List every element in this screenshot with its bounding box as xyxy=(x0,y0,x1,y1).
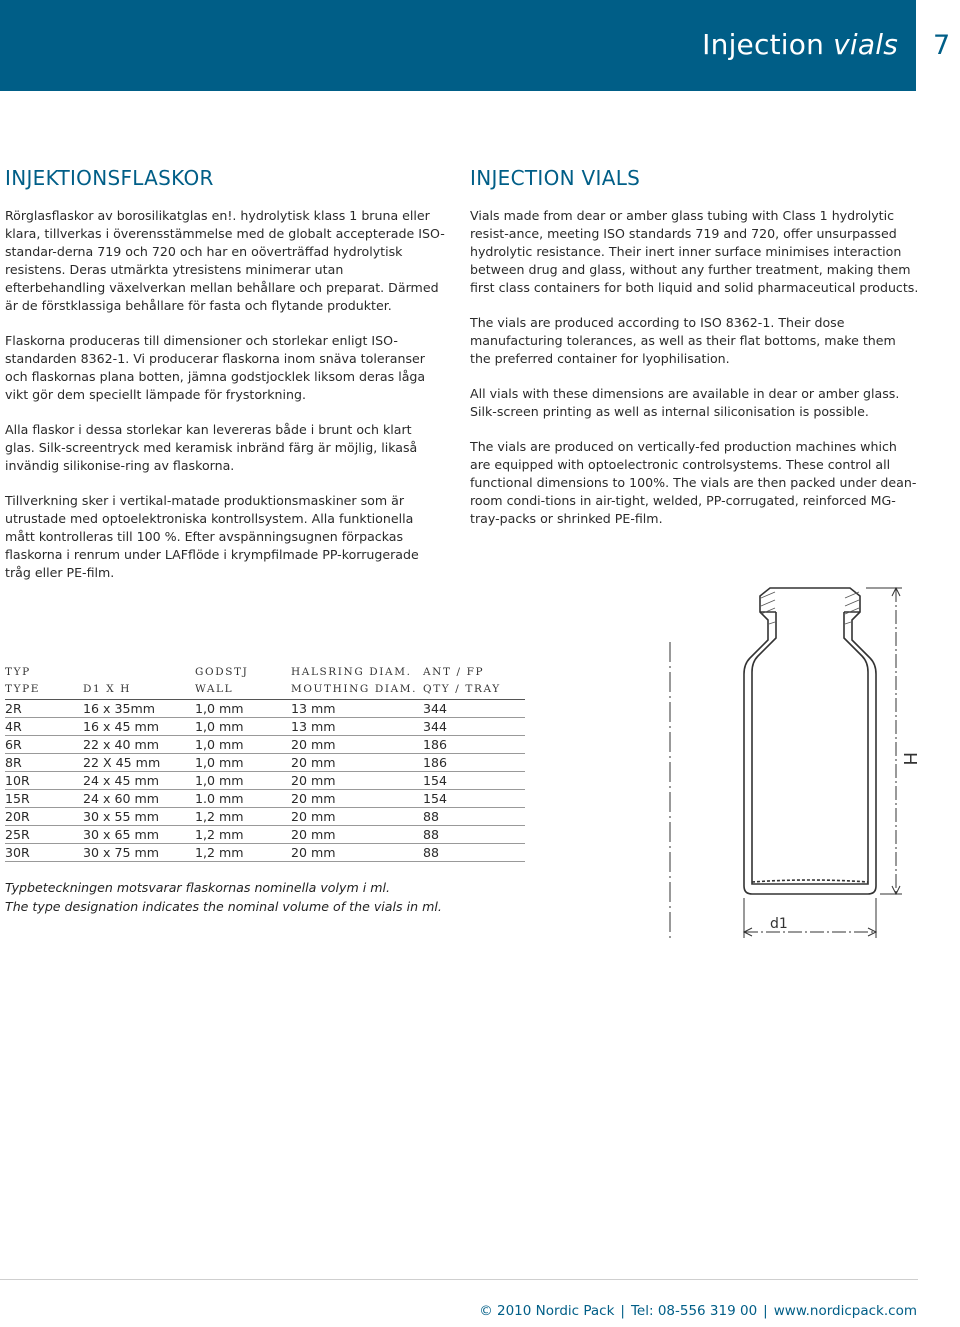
table-cell: 1.0 mm xyxy=(195,790,291,808)
table-header-row-sv xyxy=(5,663,525,680)
swedish-paragraph: Flaskorna produceras till dimensioner och storlekar enligt ISO-standarden 8362-1. Vi producerar flaskorna inom snäva toleranser och flaskornas plana botten, jämna godstjocklek liksom deras låga vikt gör dem speciellt lämpade för frystorkning. xyxy=(5,333,426,402)
table-cell: 24 x 60 mm xyxy=(83,790,195,808)
swedish-heading: INJEKTIONSFLASKOR xyxy=(5,166,214,190)
table-cell: 20 mm xyxy=(291,736,423,754)
table-row xyxy=(5,718,525,736)
swedish-paragraph: Alla flaskor i dessa storlekar kan levereras både i brunt och klart glas. Silk-screentryck med keramisk inbränd färg är möjlig, likaså invändig silikonise-ring av flaskorna. xyxy=(5,422,418,473)
table-cell: 20R xyxy=(5,808,83,826)
page-title-italic: vials xyxy=(833,28,898,61)
footer-website-link[interactable]: www.nordicpack.com xyxy=(773,1303,917,1319)
swedish-paragraph: Rörglasflaskor av borosilikatglas en!. hydrolytisk klass 1 bruna eller klara, tillverkas i överensstämmelse med de globalt accepterade ISO-standar-derna 719 och 720 och har en oöverträffad hydrolytisk resistens. Deras utmärkta ytresistens minimerar utan efterbehandling växelverkan mellan behållare och preparat. Därmed är de förstklassiga behållare för fasta och flytande produkter. xyxy=(5,208,445,313)
table-cell: 16 x 45 mm xyxy=(83,718,195,736)
table-cell: 2R xyxy=(5,700,83,718)
table-cell: 344 xyxy=(423,718,525,736)
table-row xyxy=(5,772,525,790)
footer-divider xyxy=(0,1279,918,1280)
swedish-text-column xyxy=(5,207,445,599)
table-cell: 30 x 75 mm xyxy=(83,844,195,862)
table-cell: 16 x 35mm xyxy=(83,700,195,718)
table-row xyxy=(5,700,525,718)
page-title-main: Injection xyxy=(702,28,834,61)
table-cell: 1,0 mm xyxy=(195,772,291,790)
note-english: The type designation indicates the nominal volume of the vials in ml. xyxy=(5,899,442,914)
vial-technical-drawing xyxy=(640,582,940,952)
table-cell: 186 xyxy=(423,754,525,772)
dimension-label-d1: d1 xyxy=(770,916,788,932)
table-cell: 88 xyxy=(423,844,525,862)
table-cell: 13 mm xyxy=(291,718,423,736)
table-cell: 1,0 mm xyxy=(195,736,291,754)
table-cell: 15R xyxy=(5,790,83,808)
english-text-column xyxy=(470,207,920,545)
page-number: 7 xyxy=(933,30,951,61)
table-cell: 13 mm xyxy=(291,700,423,718)
english-paragraph: The vials are produced on vertically-fed production machines which are equipped with optoelectronic controlsystems. These control all functional dimensions to 100%. The vials are then packed under dean-room condi-tions in air-tight, welded, PP-corrugated, reinforced MG-tray-packs or shrinked PE-film. xyxy=(470,439,917,526)
table-cell: 1,2 mm xyxy=(195,808,291,826)
table-cell: 186 xyxy=(423,736,525,754)
footer-separator: | xyxy=(763,1303,768,1319)
table-row xyxy=(5,736,525,754)
table-cell: 154 xyxy=(423,790,525,808)
footer-copyright: © 2010 Nordic Pack xyxy=(479,1303,615,1319)
header-cell: WALL xyxy=(195,680,291,700)
table-body xyxy=(5,700,525,862)
dimension-label-h: H xyxy=(899,752,920,766)
table-cell: 20 mm xyxy=(291,790,423,808)
table-cell: 10R xyxy=(5,772,83,790)
table-cell: 1,0 mm xyxy=(195,754,291,772)
header-cell: TYP xyxy=(5,665,31,678)
table-cell: 20 mm xyxy=(291,772,423,790)
table-row xyxy=(5,844,525,862)
swedish-paragraph: Tillverkning sker i vertikal-matade produktionsmaskiner som är utrustade med optoelektroniska kontrollsystem. Alla funktionella mått kontrolleras till 100 %. Efter avspänningsugnen förpackas flaskorna i renrum under LAFflöde i krympfilmade PP-korrugerade tråg eller PE-film. xyxy=(5,493,419,580)
table-row xyxy=(5,790,525,808)
header-cell: TYPE xyxy=(5,680,83,700)
table-row xyxy=(5,754,525,772)
table-cell: 1,0 mm xyxy=(195,700,291,718)
header-cell: QTY / TRAY xyxy=(423,680,525,700)
table-cell: 8R xyxy=(5,754,83,772)
table-cell: 20 mm xyxy=(291,808,423,826)
footer-separator: | xyxy=(620,1303,625,1319)
table-cell: 88 xyxy=(423,808,525,826)
table-cell: 6R xyxy=(5,736,83,754)
table-cell: 344 xyxy=(423,700,525,718)
table-cell: 154 xyxy=(423,772,525,790)
header-cell: HALSRING DIAM. xyxy=(291,665,412,678)
table-cell: 1,2 mm xyxy=(195,844,291,862)
header-cell: D1 X H xyxy=(83,680,195,700)
type-note xyxy=(5,878,505,916)
table-cell: 30R xyxy=(5,844,83,862)
vial-spec-table xyxy=(5,663,525,862)
header-cell xyxy=(83,663,195,680)
table-row xyxy=(5,826,525,844)
table-cell: 20 mm xyxy=(291,754,423,772)
table-header-row-en xyxy=(5,680,525,700)
table-cell: 4R xyxy=(5,718,83,736)
table-cell: 20 mm xyxy=(291,844,423,862)
english-paragraph: Vials made from dear or amber glass tubing with Class 1 hydrolytic resist-ance, meeting ISO standards 719 and 720, offer unsurpassed hydrolytic resistance. Their inert inner surface minimises interaction between drug and glass, without any further treatment, making them first class containers for both liquid and solid pharmaceutical products. xyxy=(470,208,919,295)
table-cell: 22 x 40 mm xyxy=(83,736,195,754)
table-cell: 30 x 65 mm xyxy=(83,826,195,844)
table-cell: 25R xyxy=(5,826,83,844)
page-title xyxy=(702,28,898,61)
table-cell: 1,0 mm xyxy=(195,718,291,736)
english-heading: INJECTION VIALS xyxy=(470,166,641,190)
english-paragraph: The vials are produced according to ISO 8362-1. Their dose manufacturing tolerances, as well as their flat bottoms, make them the preferred container for lyophilisation. xyxy=(470,315,896,366)
note-swedish: Typbeteckningen motsvarar flaskornas nominella volym i ml. xyxy=(5,880,391,895)
english-paragraph: All vials with these dimensions are available in dear or amber glass. Silk-screen printing as well as internal siliconisation is possible. xyxy=(470,386,900,419)
footer-phone: Tel: 08-556 319 00 xyxy=(630,1303,758,1319)
header-cell: GODSTJ xyxy=(195,665,249,678)
table-cell: 88 xyxy=(423,826,525,844)
header-bar xyxy=(0,0,916,91)
table-cell: 24 x 45 mm xyxy=(83,772,195,790)
table-cell: 20 mm xyxy=(291,826,423,844)
footer xyxy=(479,1303,917,1319)
table-row xyxy=(5,808,525,826)
vial-outline xyxy=(744,588,876,894)
header-cell: MOUTHING DIAM. xyxy=(291,680,423,700)
table-cell: 30 x 55 mm xyxy=(83,808,195,826)
table-cell: 22 X 45 mm xyxy=(83,754,195,772)
table-cell: 1,2 mm xyxy=(195,826,291,844)
header-cell: ANT / FP xyxy=(423,665,485,678)
